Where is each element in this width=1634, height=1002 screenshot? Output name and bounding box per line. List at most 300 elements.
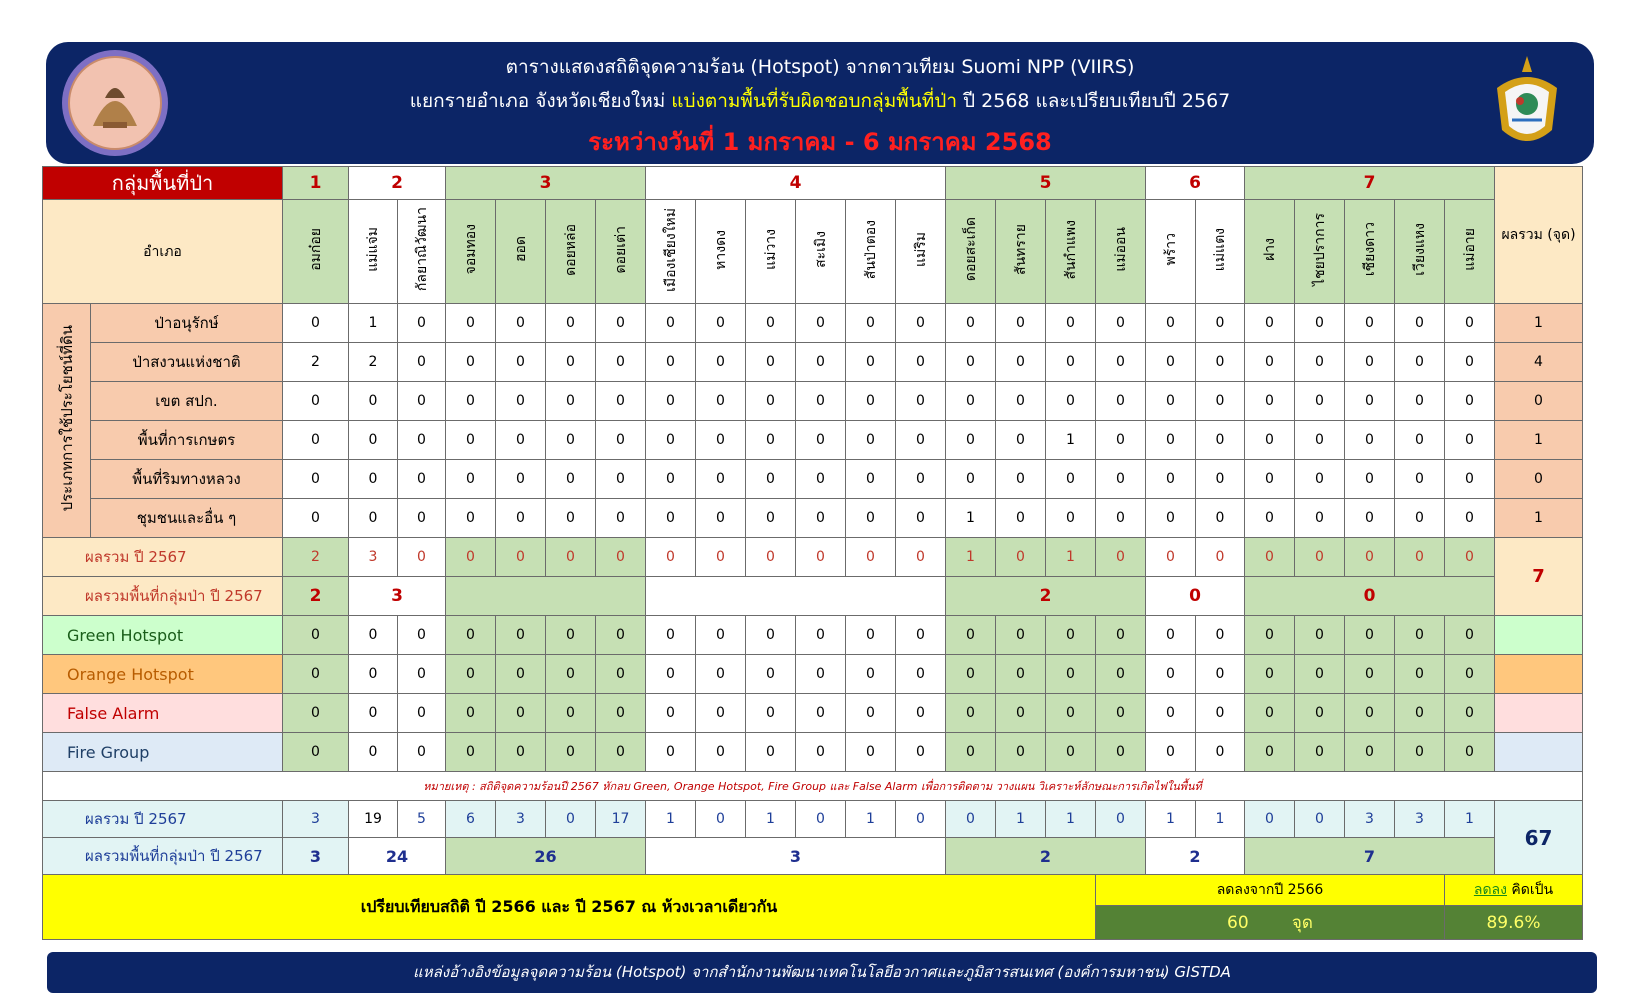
cell: 0 — [1395, 538, 1445, 577]
cell: 0 — [896, 304, 946, 343]
row-total: 0 — [1495, 382, 1583, 421]
district-name: เชียงดาว — [1361, 222, 1378, 277]
cell: 0 — [1245, 655, 1295, 694]
cell: 0 — [946, 694, 996, 733]
cell: 0 — [1096, 499, 1146, 538]
group-2567-5: 2 — [946, 838, 1146, 875]
district-name: เวียงแหง — [1411, 223, 1428, 276]
district-header — [1196, 200, 1245, 304]
cell: 0 — [1196, 460, 1245, 499]
cell: 0 — [1345, 694, 1395, 733]
cell: 3 — [496, 801, 546, 838]
cell: 0 — [1046, 499, 1096, 538]
cell: 0 — [796, 343, 846, 382]
false-alarm-label: False Alarm — [43, 694, 283, 733]
row-total: 1 — [1495, 304, 1583, 343]
cell: 0 — [1046, 694, 1096, 733]
cell: 0 — [446, 694, 496, 733]
cell: 0 — [946, 343, 996, 382]
comparison-row-top — [43, 875, 1583, 906]
cell: 0 — [796, 499, 846, 538]
cell: 0 — [1146, 460, 1196, 499]
cell: 0 — [1245, 616, 1295, 655]
district-header — [896, 200, 946, 304]
group-sum-7: 0 — [1245, 577, 1495, 616]
cell: 0 — [546, 801, 596, 838]
cell: 5 — [398, 801, 446, 838]
cell: 0 — [496, 460, 546, 499]
cell: 0 — [1046, 382, 1096, 421]
cell: 0 — [546, 343, 596, 382]
cell: 0 — [1146, 421, 1196, 460]
landuse-name: พื้นที่การเกษตร — [91, 421, 283, 460]
cell: 0 — [646, 304, 696, 343]
title-banner — [46, 42, 1594, 164]
cell: 0 — [1445, 382, 1495, 421]
cell: 0 — [283, 499, 349, 538]
cell: 0 — [696, 616, 746, 655]
cell: 0 — [996, 655, 1046, 694]
cell: 0 — [1395, 694, 1445, 733]
cell: 0 — [1295, 538, 1345, 577]
cell: 0 — [1096, 343, 1146, 382]
cell: 0 — [996, 421, 1046, 460]
cell: 6 — [446, 801, 496, 838]
cell: 0 — [1196, 499, 1245, 538]
district-header — [996, 200, 1046, 304]
group-3: 3 — [446, 167, 646, 200]
cell: 0 — [283, 460, 349, 499]
cell: 0 — [896, 343, 946, 382]
cell: 0 — [1445, 421, 1495, 460]
cell: 0 — [1295, 382, 1345, 421]
cell: 0 — [1245, 538, 1295, 577]
district-label: อำเภอ — [43, 200, 283, 304]
cell: 0 — [896, 801, 946, 838]
cell: 0 — [696, 733, 746, 772]
cell: 0 — [1196, 343, 1245, 382]
district-header — [1445, 200, 1495, 304]
landuse-name: ป่าสงวนแห่งชาติ — [91, 343, 283, 382]
district-name: ฮอด — [512, 236, 529, 263]
cell: 0 — [646, 733, 696, 772]
group-sum-3 — [446, 577, 646, 616]
cell: 0 — [1345, 304, 1395, 343]
district-name: สันป่าตอง — [862, 219, 879, 280]
group-sum-4 — [646, 577, 946, 616]
cell: 0 — [746, 655, 796, 694]
cell: 0 — [1345, 421, 1395, 460]
cell: 0 — [996, 343, 1046, 382]
landuse-name: พื้นที่ริมทางหลวง — [91, 460, 283, 499]
cell: 0 — [946, 616, 996, 655]
cell: 0 — [1445, 538, 1495, 577]
district-name: หางดง — [712, 229, 729, 270]
cell: 0 — [996, 733, 1046, 772]
cell: 0 — [1096, 694, 1146, 733]
cell: 0 — [696, 304, 746, 343]
cell: 0 — [283, 616, 349, 655]
group-sum-5: 2 — [946, 577, 1146, 616]
cell: 0 — [846, 616, 896, 655]
cell: 0 — [546, 694, 596, 733]
cell: 0 — [1196, 694, 1245, 733]
cell: 0 — [1245, 304, 1295, 343]
cell: 0 — [696, 499, 746, 538]
cell: 0 — [1245, 421, 1295, 460]
cell: 0 — [349, 694, 398, 733]
cell: 0 — [746, 616, 796, 655]
cell: 0 — [283, 304, 349, 343]
cell: 0 — [398, 694, 446, 733]
orange-hotspot-label: Orange Hotspot — [43, 655, 283, 694]
cell: 0 — [846, 421, 896, 460]
cell: 0 — [846, 538, 896, 577]
cell: 0 — [1395, 304, 1445, 343]
cell: 0 — [696, 421, 746, 460]
cell: 0 — [946, 421, 996, 460]
cell: 0 — [1445, 304, 1495, 343]
hotspot-stats-table — [42, 166, 1583, 940]
cell: 0 — [1345, 499, 1395, 538]
decrease-label: ลดลงจากปี 2566 — [1096, 875, 1445, 906]
landuse-name: เขต สปก. — [91, 382, 283, 421]
note: หมายเหตุ : สถิติจุดความร้อนปี 2567 หักลบ Green, Orange Hotspot, Fire Group และ False Alarm เพื่อการติดตาม วางแผน วิเคราะห์ลักษณะการเกิดไฟในพื้นที่ — [43, 772, 1583, 801]
cell: 0 — [446, 538, 496, 577]
cell: 0 — [1445, 694, 1495, 733]
cell: 3 — [283, 801, 349, 838]
cell: 0 — [398, 382, 446, 421]
cell: 0 — [446, 421, 496, 460]
cell: 0 — [1295, 694, 1345, 733]
cell: 0 — [996, 304, 1046, 343]
cell: 0 — [946, 304, 996, 343]
decrease-value-cell — [1096, 906, 1445, 940]
cell: 0 — [446, 343, 496, 382]
group-5: 5 — [946, 167, 1146, 200]
district-name: สันกำแพง — [1062, 219, 1079, 280]
cell: 0 — [1445, 655, 1495, 694]
cell: 0 — [896, 421, 946, 460]
cell: 0 — [1096, 801, 1146, 838]
cell: 0 — [596, 733, 646, 772]
cell: 0 — [746, 733, 796, 772]
cell: 1 — [996, 801, 1046, 838]
district-header — [496, 200, 546, 304]
cell: 0 — [1245, 801, 1295, 838]
cell: 0 — [696, 343, 746, 382]
percent-label-suffix: คิดเป็น — [1506, 882, 1554, 898]
cell: 0 — [796, 655, 846, 694]
district-name: ไชยปราการ — [1311, 213, 1328, 286]
cell: 0 — [398, 733, 446, 772]
district-name: แม่ออน — [1112, 227, 1129, 272]
green-hotspot-row — [43, 616, 1583, 655]
cell: 3 — [1395, 801, 1445, 838]
fire-group-row — [43, 733, 1583, 772]
landuse-type-label: ประเภทการใช้ประโยชน์ที่ดิน — [57, 325, 76, 512]
district-name: แม่แจ่ม — [365, 227, 381, 272]
cell: 0 — [746, 343, 796, 382]
cell: 0 — [696, 801, 746, 838]
district-header — [1245, 200, 1295, 304]
title-line-1: ตารางแสดงสถิติจุดความร้อน (Hotspot) จากดาวเทียม Suomi NPP (VIIRS) — [505, 56, 1135, 78]
cell: 3 — [349, 538, 398, 577]
cell: 0 — [1245, 733, 1295, 772]
group-sum-row — [43, 577, 1583, 616]
cell: 0 — [1146, 694, 1196, 733]
district-header — [846, 200, 896, 304]
cell: 2 — [283, 538, 349, 577]
cell: 0 — [1295, 499, 1345, 538]
cell: 0 — [1395, 421, 1445, 460]
cell: 0 — [646, 382, 696, 421]
green-hotspot-label: Green Hotspot — [43, 616, 283, 655]
cell: 1 — [1146, 801, 1196, 838]
cell: 0 — [1245, 343, 1295, 382]
sum-row-label: ผลรวม ปี 2567 — [43, 538, 283, 577]
cell: 0 — [398, 460, 446, 499]
cell: 0 — [1395, 499, 1445, 538]
cell: 0 — [746, 538, 796, 577]
forestry-emblem-icon — [1472, 48, 1582, 158]
cell: 1 — [946, 499, 996, 538]
cell: 0 — [1196, 616, 1245, 655]
cell: 0 — [398, 538, 446, 577]
district-header — [398, 200, 446, 304]
cell: 0 — [446, 616, 496, 655]
cell: 0 — [1245, 694, 1295, 733]
cell: 0 — [1345, 616, 1395, 655]
cell: 0 — [1146, 499, 1196, 538]
cell: 0 — [746, 382, 796, 421]
cell: 0 — [846, 655, 896, 694]
district-name: จอมทอง — [462, 224, 479, 275]
district-header — [946, 200, 996, 304]
orange-hotspot-total — [1495, 655, 1583, 694]
cell: 0 — [1245, 382, 1295, 421]
cell: 0 — [546, 421, 596, 460]
cell: 1 — [1046, 801, 1096, 838]
cell: 0 — [349, 421, 398, 460]
cell: 0 — [1096, 655, 1146, 694]
cell: 0 — [646, 655, 696, 694]
cell: 0 — [1096, 733, 1146, 772]
landuse-row — [43, 499, 1583, 538]
cell: 0 — [546, 460, 596, 499]
cell: 0 — [1445, 343, 1495, 382]
cell: 0 — [1096, 538, 1146, 577]
cell: 0 — [896, 733, 946, 772]
district-header — [1295, 200, 1345, 304]
cell: 0 — [896, 694, 946, 733]
cell: 0 — [746, 694, 796, 733]
provincial-seal-icon — [60, 48, 170, 158]
cell: 0 — [596, 694, 646, 733]
cell: 0 — [596, 655, 646, 694]
cell: 0 — [546, 655, 596, 694]
landuse-name: ชุมชนและอื่น ๆ — [91, 499, 283, 538]
cell: 0 — [796, 616, 846, 655]
sum-2567-row — [43, 801, 1583, 838]
cell: 1 — [1046, 538, 1096, 577]
group-7: 7 — [1245, 167, 1495, 200]
cell: 0 — [1046, 655, 1096, 694]
cell: 0 — [646, 616, 696, 655]
cell: 0 — [1146, 733, 1196, 772]
group-6: 6 — [1146, 167, 1245, 200]
group-2567-7: 7 — [1245, 838, 1495, 875]
cell: 0 — [283, 421, 349, 460]
district-header — [283, 200, 349, 304]
cell: 0 — [646, 694, 696, 733]
cell: 0 — [1345, 538, 1395, 577]
cell: 0 — [846, 733, 896, 772]
orange-hotspot-row — [43, 655, 1583, 694]
cell: 0 — [1196, 538, 1245, 577]
cell: 0 — [996, 499, 1046, 538]
cell: 0 — [1345, 382, 1395, 421]
cell: 0 — [283, 733, 349, 772]
cell: 0 — [696, 655, 746, 694]
cell: 0 — [896, 460, 946, 499]
group-4: 4 — [646, 167, 946, 200]
district-name: ดอยสะเก็ด — [962, 217, 979, 282]
cell: 0 — [1146, 616, 1196, 655]
cell: 0 — [646, 421, 696, 460]
source-footer: แหล่งอ้างอิงข้อมูลจุดความร้อน (Hotspot) จากสำนักงานพัฒนาเทคโนโลยีอวกาศและภูมิสารสนเทศ (องค์การมหาชน) GISTDA — [47, 952, 1597, 993]
cell: 0 — [1146, 655, 1196, 694]
group-2567-2: 24 — [349, 838, 446, 875]
cell: 17 — [596, 801, 646, 838]
cell: 0 — [646, 343, 696, 382]
cell: 0 — [1196, 382, 1245, 421]
cell: 0 — [398, 616, 446, 655]
group-1: 1 — [283, 167, 349, 200]
cell: 0 — [1096, 421, 1146, 460]
cell: 0 — [446, 382, 496, 421]
cell: 0 — [1395, 343, 1445, 382]
district-name: อมก๋อย — [307, 228, 324, 271]
cell: 0 — [1295, 655, 1345, 694]
cell: 0 — [496, 382, 546, 421]
cell: 0 — [1295, 733, 1345, 772]
cell: 0 — [446, 499, 496, 538]
cell: 0 — [349, 460, 398, 499]
cell: 0 — [946, 733, 996, 772]
sum-row — [43, 538, 1583, 577]
cell: 0 — [846, 694, 896, 733]
group-sum-1: 2 — [283, 577, 349, 616]
cell: 0 — [349, 655, 398, 694]
cell: 0 — [946, 801, 996, 838]
cell: 0 — [846, 343, 896, 382]
cell: 0 — [646, 499, 696, 538]
district-header — [596, 200, 646, 304]
district-name: แม่แตง — [1212, 227, 1228, 272]
cell: 0 — [496, 733, 546, 772]
cell: 0 — [896, 655, 946, 694]
district-header — [746, 200, 796, 304]
cell: 0 — [1395, 733, 1445, 772]
cell: 0 — [596, 460, 646, 499]
cell: 0 — [846, 460, 896, 499]
cell: 0 — [546, 733, 596, 772]
landuse-name: ป่าอนุรักษ์ — [91, 304, 283, 343]
cell: 0 — [996, 694, 1046, 733]
cell: 0 — [283, 382, 349, 421]
cell: 0 — [1345, 655, 1395, 694]
district-header — [696, 200, 746, 304]
landuse-row — [43, 421, 1583, 460]
cell: 0 — [796, 538, 846, 577]
cell: 0 — [398, 421, 446, 460]
date-range: ระหว่างวันที่ 1 มกราคม - 6 มกราคม 2568 — [588, 128, 1052, 156]
district-name: สันทราย — [1012, 224, 1029, 275]
cell: 0 — [846, 382, 896, 421]
total-header-label: ผลรวม (จุด) — [1501, 227, 1576, 243]
landuse-row — [43, 304, 1583, 343]
cell: 0 — [796, 733, 846, 772]
cell: 2 — [349, 343, 398, 382]
district-header — [546, 200, 596, 304]
cell: 0 — [746, 460, 796, 499]
forest-group-label: กลุ่มพื้นที่ป่า — [43, 167, 283, 200]
cell: 0 — [349, 382, 398, 421]
group-sum-2567-row — [43, 838, 1583, 875]
title-line-2-suffix: ปี 2568 และเปรียบเทียบปี 2567 — [957, 90, 1231, 112]
cell: 0 — [1395, 655, 1445, 694]
cell: 0 — [896, 382, 946, 421]
cell: 1 — [846, 801, 896, 838]
cell: 0 — [283, 655, 349, 694]
green-hotspot-total — [1495, 616, 1583, 655]
cell: 0 — [1046, 304, 1096, 343]
district-header — [1345, 200, 1395, 304]
cell: 1 — [646, 801, 696, 838]
cell: 0 — [546, 499, 596, 538]
cell: 0 — [496, 421, 546, 460]
district-name: ฝาง — [1261, 238, 1278, 261]
district-header-row — [43, 200, 1583, 304]
decrease-unit: จุด — [1291, 913, 1313, 933]
cell: 0 — [696, 460, 746, 499]
district-header — [1096, 200, 1146, 304]
cell: 0 — [596, 343, 646, 382]
cell: 0 — [746, 304, 796, 343]
district-header — [349, 200, 398, 304]
cell: 0 — [1146, 382, 1196, 421]
cell: 0 — [996, 538, 1046, 577]
cell: 0 — [596, 499, 646, 538]
false-alarm-row — [43, 694, 1583, 733]
district-name: แม่วาง — [762, 229, 779, 270]
cell: 0 — [1046, 343, 1096, 382]
cell: 0 — [746, 499, 796, 538]
cell: 0 — [446, 460, 496, 499]
district-name: พร้าว — [1162, 233, 1179, 266]
cell: 0 — [596, 421, 646, 460]
district-header — [446, 200, 496, 304]
row-total: 0 — [1495, 460, 1583, 499]
cell: 0 — [946, 655, 996, 694]
sum-2567-total: 67 — [1495, 801, 1583, 875]
cell: 0 — [1146, 343, 1196, 382]
cell: 0 — [796, 421, 846, 460]
percent-value: 89.6% — [1445, 906, 1583, 940]
title-line-2-prefix: แยกรายอำเภอ จังหวัดเชียงใหม่ — [409, 90, 672, 112]
cell: 2 — [283, 343, 349, 382]
